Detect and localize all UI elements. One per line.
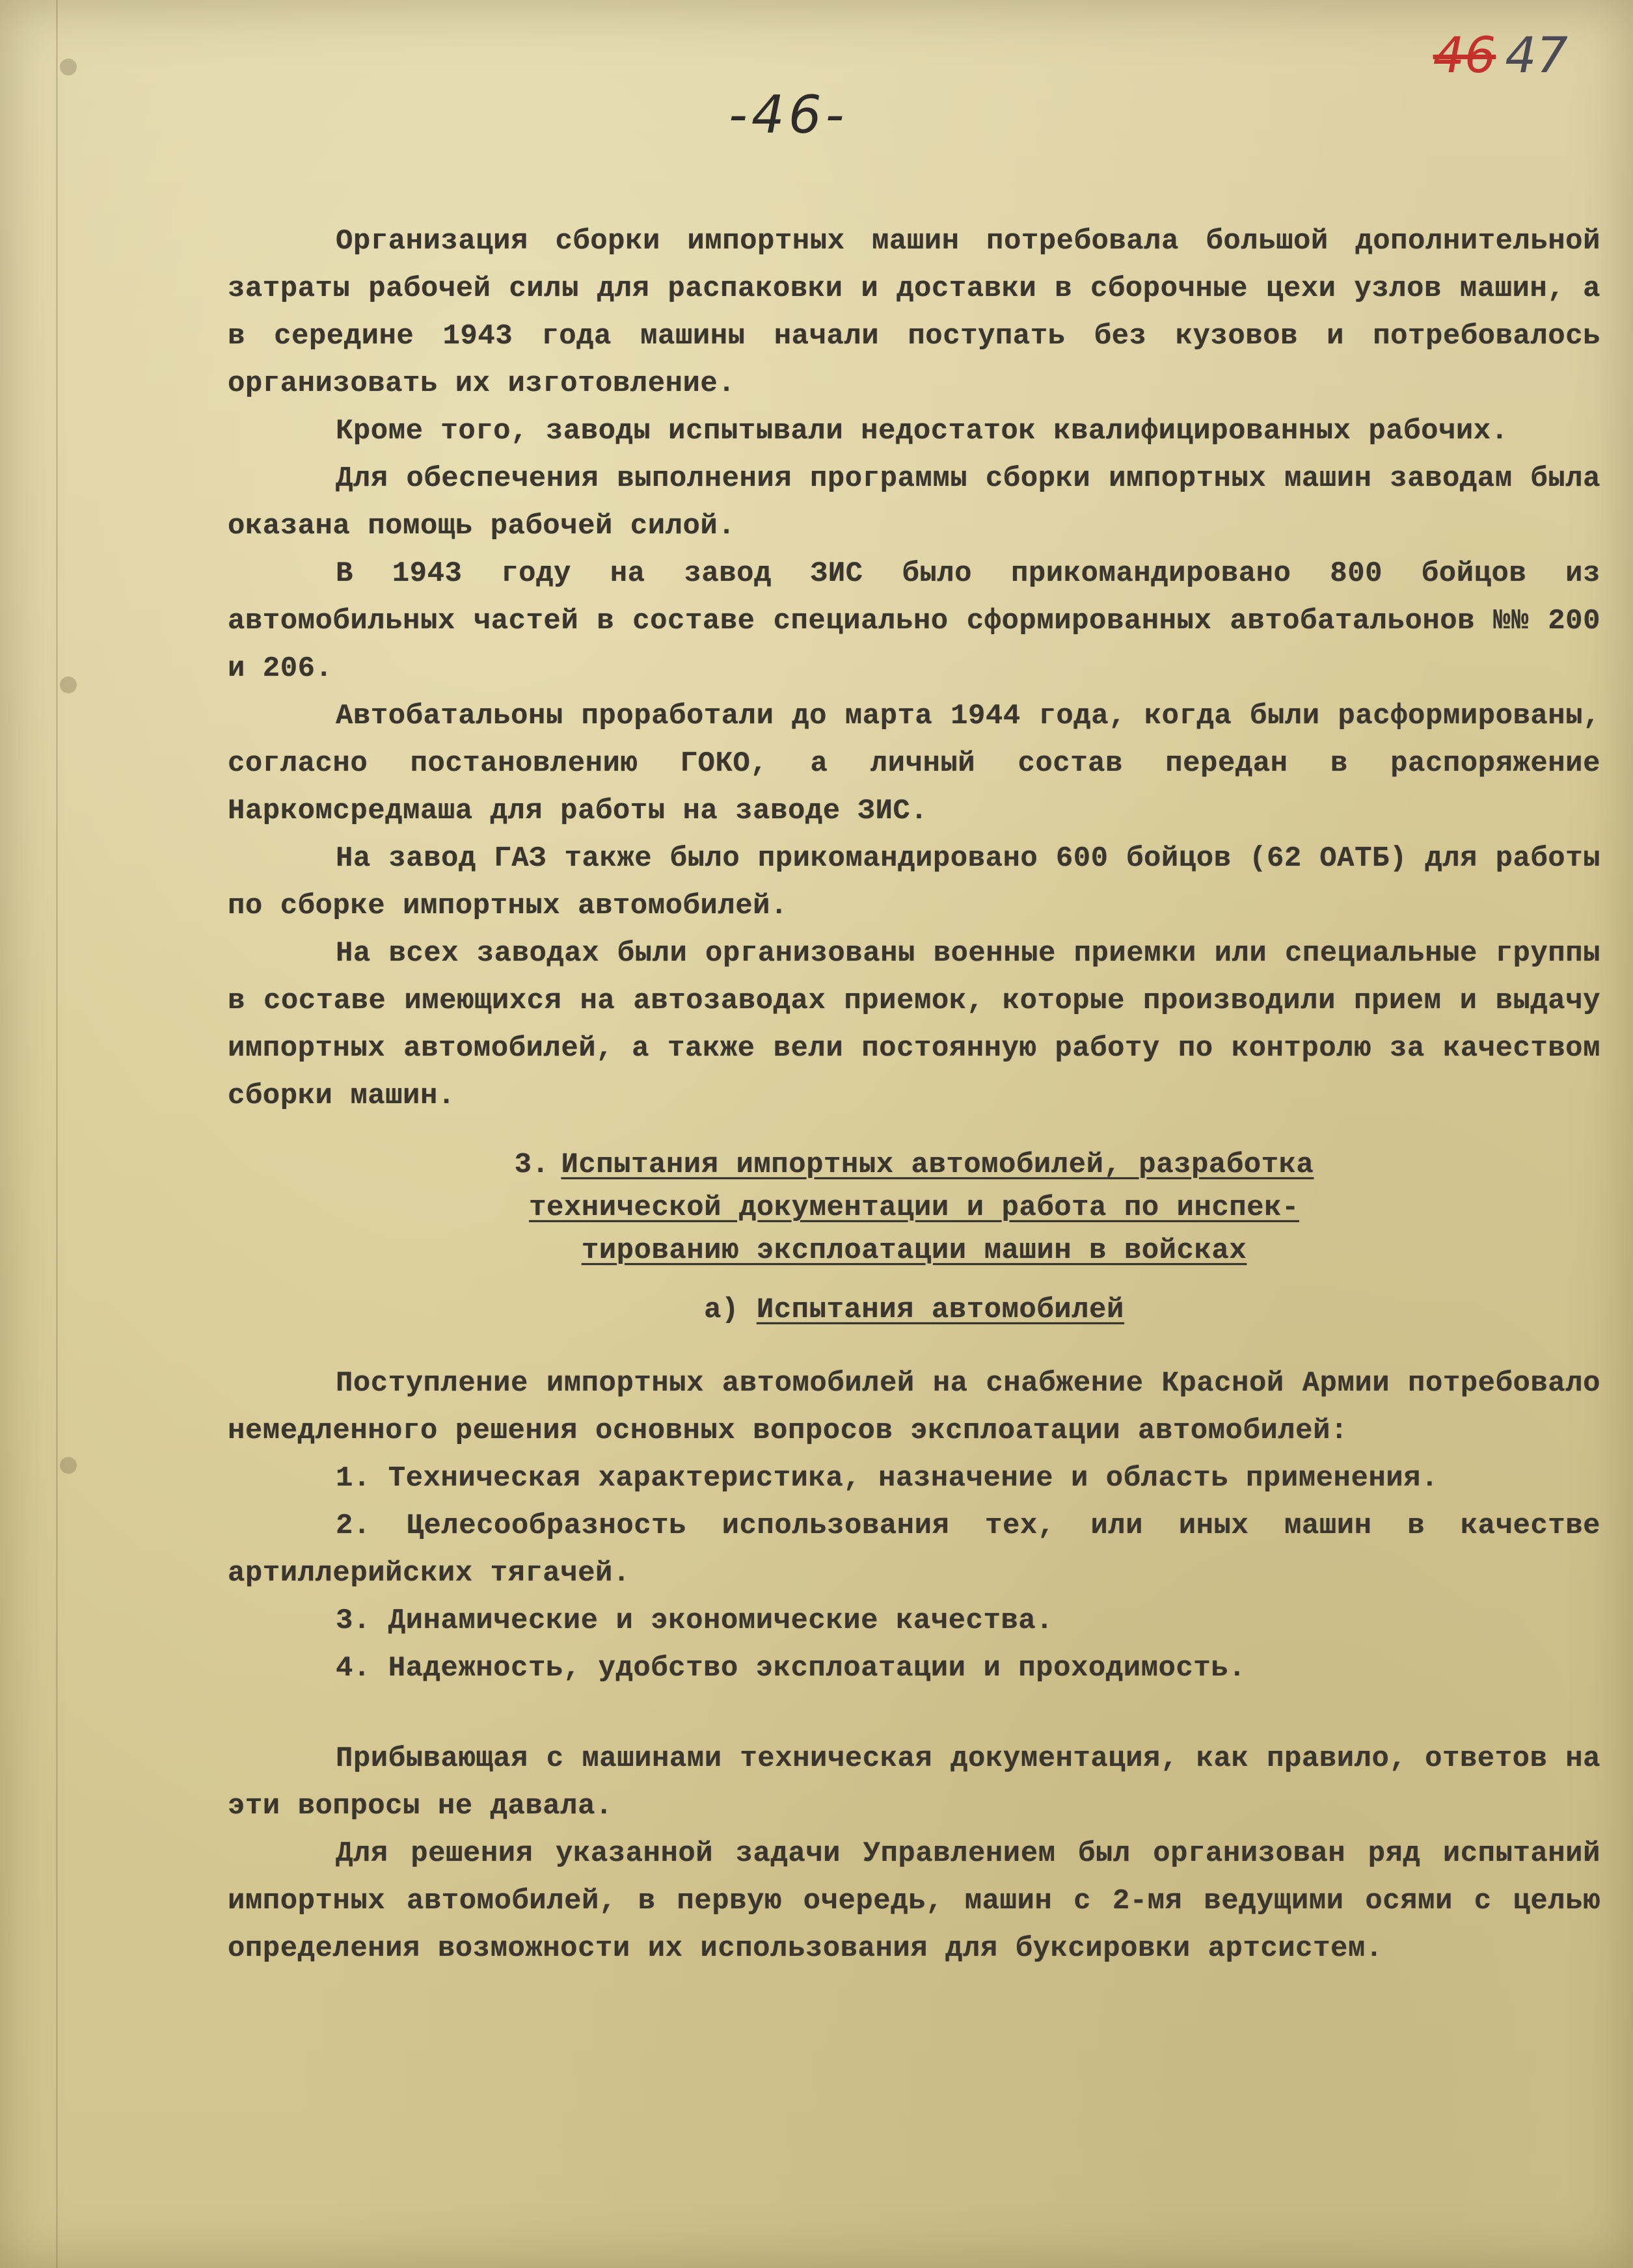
section-heading (228, 1143, 1600, 1272)
list-item: 2. Целесообразность использования тех, или иных машин в качестве артиллерийских тягачей. (228, 1510, 1600, 1590)
paragraph: На завод ГАЗ также было прикомандировано 600 бойцов (62 ОАТБ) для работы по сборке импортных автомобилей. (228, 842, 1600, 922)
paragraph: Кроме того, заводы испытывали недостаток квалифицированных рабочих. (336, 415, 1509, 447)
subsection-title: Испытания автомобилей (756, 1294, 1124, 1326)
paragraph-spacer (228, 1692, 1600, 1735)
punch-hole-mark (60, 1457, 77, 1474)
section-title-line: Испытания импортных автомобилей, разработка (561, 1149, 1314, 1181)
list-item: 4. Надежность, удобство эксплоатации и проходимость. (336, 1652, 1247, 1685)
binding-fold-line (56, 0, 58, 2268)
paragraph: Прибывающая с машинами техническая документация, как правило, ответов на эти вопросы не давала. (228, 1742, 1600, 1822)
paragraph: Организация сборки импортных машин потребовала большой дополнительной затраты рабочей силы для распаковки и доставки в сборочные цехи узлов машин, а в середине 1943 года машины начали поступать без кузовов и потребовалось организовать их изготовление. (228, 225, 1600, 400)
document-body (228, 218, 1600, 1973)
folio-old-number: 46 (1433, 26, 1496, 84)
archive-folio-number (1433, 26, 1568, 84)
punch-hole-mark (60, 676, 77, 693)
subsection-letter: а) (704, 1294, 739, 1326)
list-item: 3. Динамические и экономические качества. (336, 1605, 1054, 1637)
paragraph: Для решения указанной задачи Управлением был организован ряд испытаний импортных автомобилей, в первую очередь, машин с 2-мя ведущими осями с целью определения возможности их использования для буксировки артсистем. (228, 1837, 1600, 1965)
section-title-line: тированию эксплоатации машин в войсках (581, 1234, 1247, 1267)
page-number: -46- (729, 85, 848, 145)
paragraph: Автобатальоны проработали до марта 1944 года, когда были расформированы, согласно постановлению ГОКО, а личный состав передан в распоряжение Наркомсредмаша для работы на заводе ЗИС. (228, 700, 1600, 827)
paragraph: Для обеспечения выполнения программы сборки импортных машин заводам была оказана помощь рабочей силой. (228, 462, 1600, 542)
punch-hole-mark (60, 59, 77, 75)
folio-new-number: 47 (1505, 26, 1568, 84)
list-item: 1. Техническая характеристика, назначение и область применения. (336, 1462, 1438, 1495)
intro-paragraph: Поступление импортных автомобилей на снабжение Красной Армии потребовало немедленного решения основных вопросов эксплоатации автомобилей: (228, 1367, 1600, 1447)
section-title-line: технической документации и работа по инспек- (529, 1192, 1299, 1224)
paragraph: На всех заводах были организованы военные приемки или специальные группы в составе имеющихся на автозаводах приемок, которые производили прием и выдачу импортных автомобилей, а также вели постоянную работу по контролю за качеством сборки машин. (228, 937, 1600, 1112)
subsection-heading (228, 1287, 1600, 1334)
paragraph: В 1943 году на завод ЗИС было прикомандировано 800 бойцов из автомобильных частей в составе специально сформированных автобатальонов №№ 200 и 206. (228, 557, 1600, 685)
section-number: 3. (514, 1149, 550, 1181)
